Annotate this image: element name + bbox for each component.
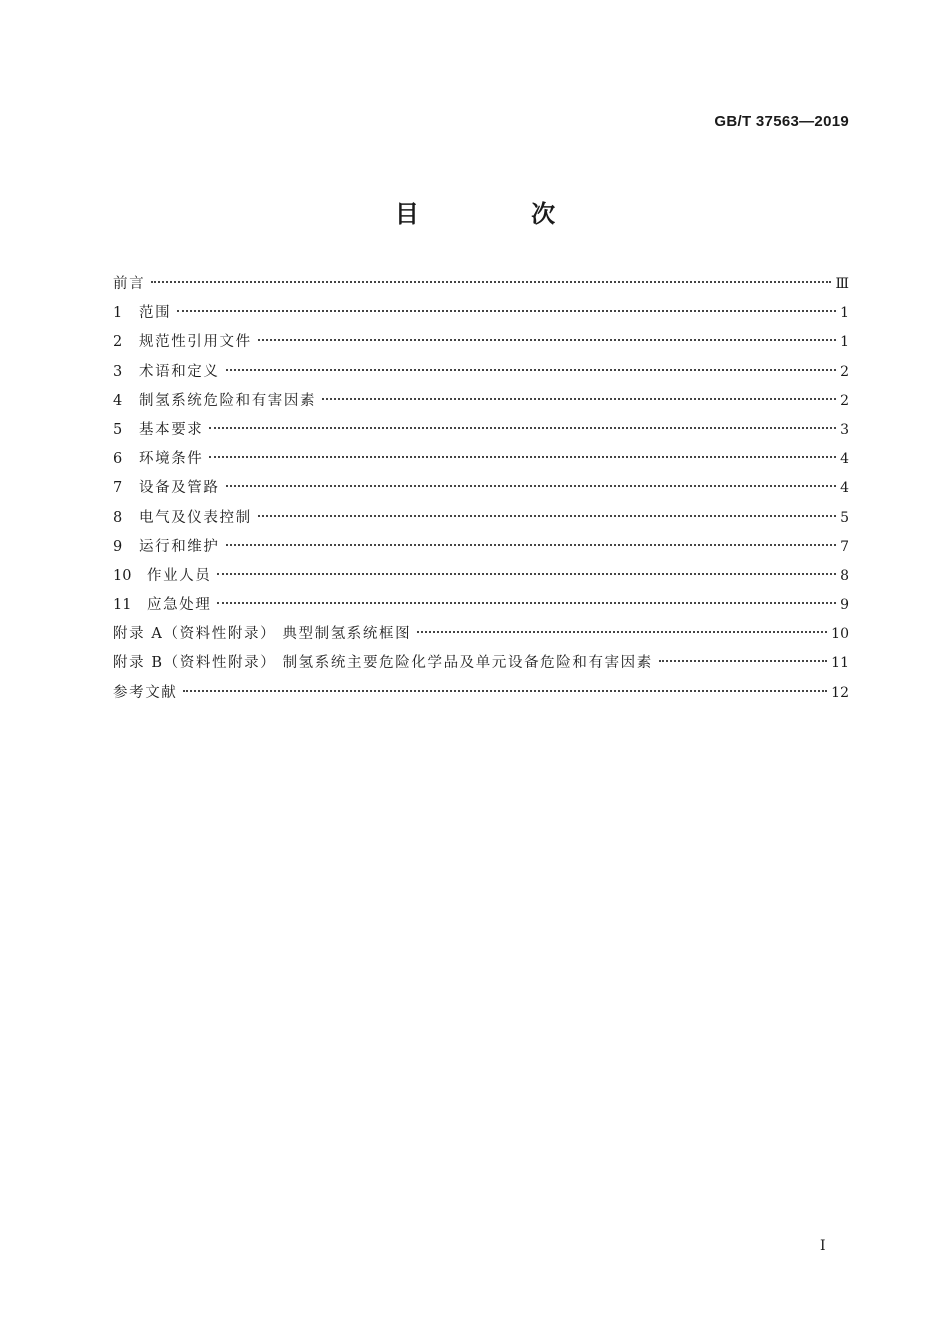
- toc-item-references[interactable]: [113, 679, 849, 708]
- toc-label: 制氢系统危险和有害因素: [139, 392, 317, 409]
- toc-section-number: 8: [113, 509, 123, 526]
- toc-item-7[interactable]: [113, 474, 849, 503]
- standard-code: GB/T 37563—2019: [714, 113, 849, 130]
- toc-label: 作业人员: [147, 567, 212, 584]
- toc-item-1[interactable]: [113, 299, 849, 328]
- toc-leader-dots: [659, 660, 827, 662]
- toc-item-3[interactable]: [113, 358, 849, 387]
- page-title: 目 次: [394, 200, 608, 228]
- toc-page-number: 1: [840, 334, 849, 351]
- toc-leader-dots: [226, 544, 837, 546]
- toc-page-number: 3: [840, 421, 849, 438]
- toc-page-number: 11: [831, 655, 849, 672]
- toc-label: 规范性引用文件: [139, 334, 252, 351]
- toc-section-number: 11: [113, 597, 132, 614]
- toc-leader-dots: [258, 339, 836, 341]
- toc-page-number: 12: [831, 684, 849, 701]
- toc-leader-dots: [151, 281, 831, 283]
- toc-item-10[interactable]: [113, 562, 849, 591]
- toc-section-number: 5: [113, 421, 123, 438]
- toc-item-2[interactable]: [113, 328, 849, 357]
- toc-label: 环境条件: [139, 451, 204, 468]
- toc-leader-dots: [322, 398, 836, 400]
- toc-leader-dots: [226, 485, 837, 487]
- toc-leader-dots: [417, 631, 827, 633]
- toc-item-5[interactable]: [113, 416, 849, 445]
- toc-leader-dots: [209, 456, 836, 458]
- toc-item-appendix-a[interactable]: [113, 620, 849, 649]
- toc-label: 附录 A（资料性附录） 典型制氢系统框图: [113, 626, 412, 643]
- toc-leader-dots: [183, 690, 827, 692]
- toc-page-number: 4: [840, 480, 849, 497]
- toc-section-number: 6: [113, 451, 123, 468]
- toc-label: 参考文献: [113, 684, 178, 701]
- toc-item-4[interactable]: [113, 387, 849, 416]
- toc-page-number: 4: [840, 451, 849, 468]
- toc-item-9[interactable]: [113, 533, 849, 562]
- toc-label: 附录 B（资料性附录） 制氢系统主要危险化学品及单元设备危险和有害因素: [113, 655, 653, 672]
- toc-label: 设备及管路: [139, 480, 220, 497]
- toc-page-number: Ⅲ: [835, 276, 849, 292]
- toc-label: 术语和定义: [139, 363, 220, 380]
- toc-label: 范围: [139, 305, 172, 322]
- toc-leader-dots: [258, 515, 836, 517]
- toc-page-number: 8: [840, 567, 849, 584]
- toc-section-number: 10: [113, 567, 132, 584]
- toc-section-number: 7: [113, 480, 123, 497]
- toc-section-number: 2: [113, 334, 123, 351]
- toc-label: 前言: [113, 276, 146, 292]
- toc-page-number: 7: [840, 538, 849, 555]
- toc-item-8[interactable]: [113, 504, 849, 533]
- toc-page-number: 9: [840, 597, 849, 614]
- toc-leader-dots: [177, 310, 836, 312]
- toc-label: 电气及仪表控制: [139, 509, 252, 526]
- toc-label: 基本要求: [139, 421, 204, 438]
- toc-page-number: 5: [840, 509, 849, 526]
- toc-item-6[interactable]: [113, 445, 849, 474]
- toc-page-number: 2: [840, 392, 849, 409]
- toc-item-foreword[interactable]: [113, 270, 849, 299]
- toc-leader-dots: [217, 602, 836, 604]
- toc-section-number: 3: [113, 363, 123, 380]
- toc-item-11[interactable]: [113, 591, 849, 620]
- toc-section-number: 9: [113, 538, 123, 555]
- toc-label: 运行和维护: [139, 538, 220, 555]
- toc-item-appendix-b[interactable]: [113, 649, 849, 678]
- table-of-contents: [113, 270, 849, 708]
- toc-page-number: 10: [831, 626, 849, 643]
- toc-label: 应急处理: [147, 597, 212, 614]
- toc-leader-dots: [209, 427, 836, 429]
- toc-section-number: 4: [113, 392, 123, 409]
- toc-leader-dots: [217, 573, 836, 575]
- toc-page-number: 2: [840, 363, 849, 380]
- toc-leader-dots: [226, 369, 837, 371]
- toc-section-number: 1: [113, 305, 123, 322]
- toc-page-number: 1: [840, 305, 849, 322]
- page-number: Ⅰ: [820, 1238, 826, 1254]
